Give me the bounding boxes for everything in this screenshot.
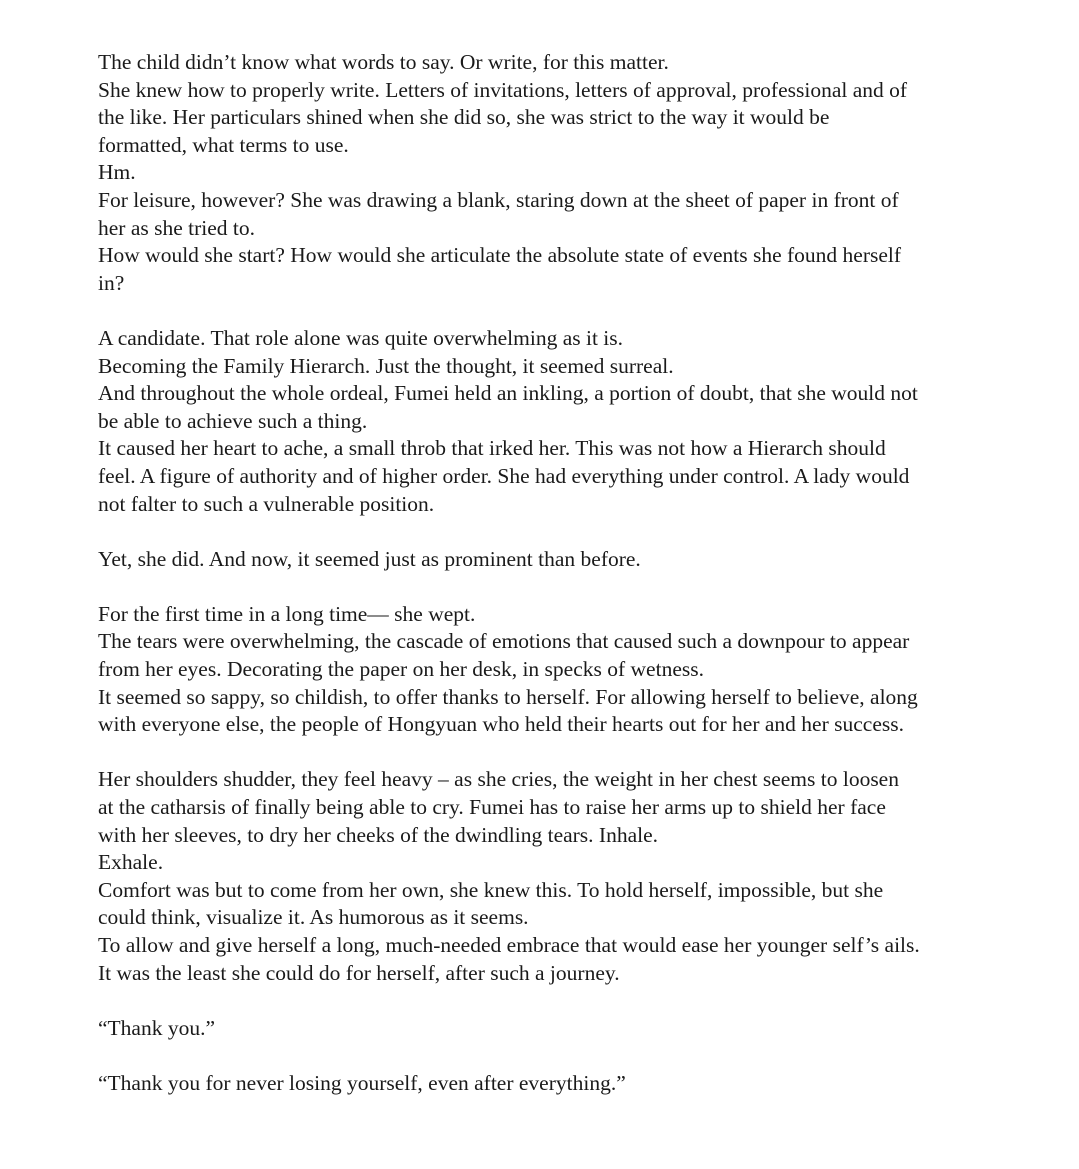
- paragraph-break: [98, 518, 998, 546]
- text-line: Hm.: [98, 160, 136, 185]
- text-line: For leisure, however? She was drawing a blank, staring down at the sheet of paper in front of: [98, 187, 899, 212]
- text-line: And throughout the whole ordeal, Fumei held an inkling, a portion of doubt, that she would not: [98, 381, 918, 406]
- text-line: with everyone else, the people of Hongyuan who held their hearts out for her and her success.: [98, 712, 904, 737]
- text-line: The child didn’t know what words to say. Or write, for this matter.: [98, 50, 669, 74]
- paragraph-break: [98, 987, 998, 1015]
- text-line: How would she start? How would she articulate the absolute state of events she found herself: [98, 243, 902, 268]
- text-line: feel. A figure of authority and of higher order. She had everything under control. A lady would: [98, 463, 910, 488]
- text-line: It seemed so sappy, so childish, to offer thanks to herself. For allowing herself to believe, along: [98, 684, 918, 709]
- text-line: her as she tried to.: [98, 215, 256, 240]
- text-line: “Thank you.”: [98, 1015, 216, 1040]
- text-line: She knew how to properly write. Letters of invitations, letters of approval, professional and of: [98, 77, 908, 102]
- text-line: at the catharsis of finally being able to cry. Fumei has to raise her arms up to shield her face: [98, 795, 886, 820]
- text-line: It was the least she could do for herself, after such a journey.: [98, 960, 620, 985]
- text-line: could think, visualize it. As humorous as it seems.: [98, 905, 529, 930]
- paragraph-break: [98, 739, 998, 767]
- text-line: A candidate. That role alone was quite overwhelming as it is.: [98, 325, 624, 350]
- text-line: from her eyes. Decorating the paper on her desk, in specks of wetness.: [98, 657, 704, 682]
- text-line: Her shoulders shudder, they feel heavy – as she cries, the weight in her chest seems to loosen: [98, 767, 899, 792]
- paragraph-break: [98, 1042, 998, 1070]
- paragraph-break: [98, 573, 998, 601]
- text-line: To allow and give herself a long, much-needed embrace that would ease her younger self’s ails.: [98, 933, 920, 957]
- document-body: [98, 49, 998, 1098]
- text-line: be able to achieve such a thing.: [98, 408, 368, 433]
- text-line: Becoming the Family Hierarch. Just the thought, it seemed surreal.: [98, 353, 674, 378]
- text-line: with her sleeves, to dry her cheeks of the dwindling tears. Inhale.: [98, 822, 659, 847]
- text-line: It caused her heart to ache, a small throb that irked her. This was not how a Hierarch should: [98, 436, 886, 461]
- text-line: Comfort was but to come from her own, she knew this. To hold herself, impossible, but she: [98, 877, 884, 902]
- paragraph-break: [98, 297, 998, 325]
- text-line: For the first time in a long time— she wept.: [98, 601, 476, 626]
- text-line: formatted, what terms to use.: [98, 132, 349, 157]
- text-line: The tears were overwhelming, the cascade of emotions that caused such a downpour to appear: [98, 629, 910, 654]
- text-line: the like. Her particulars shined when she did so, she was strict to the way it would be: [98, 105, 830, 130]
- text-line: not falter to such a vulnerable position.: [98, 491, 435, 516]
- text-line: “Thank you for never losing yourself, even after everything.”: [98, 1070, 626, 1095]
- text-line: in?: [98, 270, 125, 295]
- text-line: Yet, she did. And now, it seemed just as prominent than before.: [98, 546, 641, 571]
- text-line: Exhale.: [98, 850, 164, 875]
